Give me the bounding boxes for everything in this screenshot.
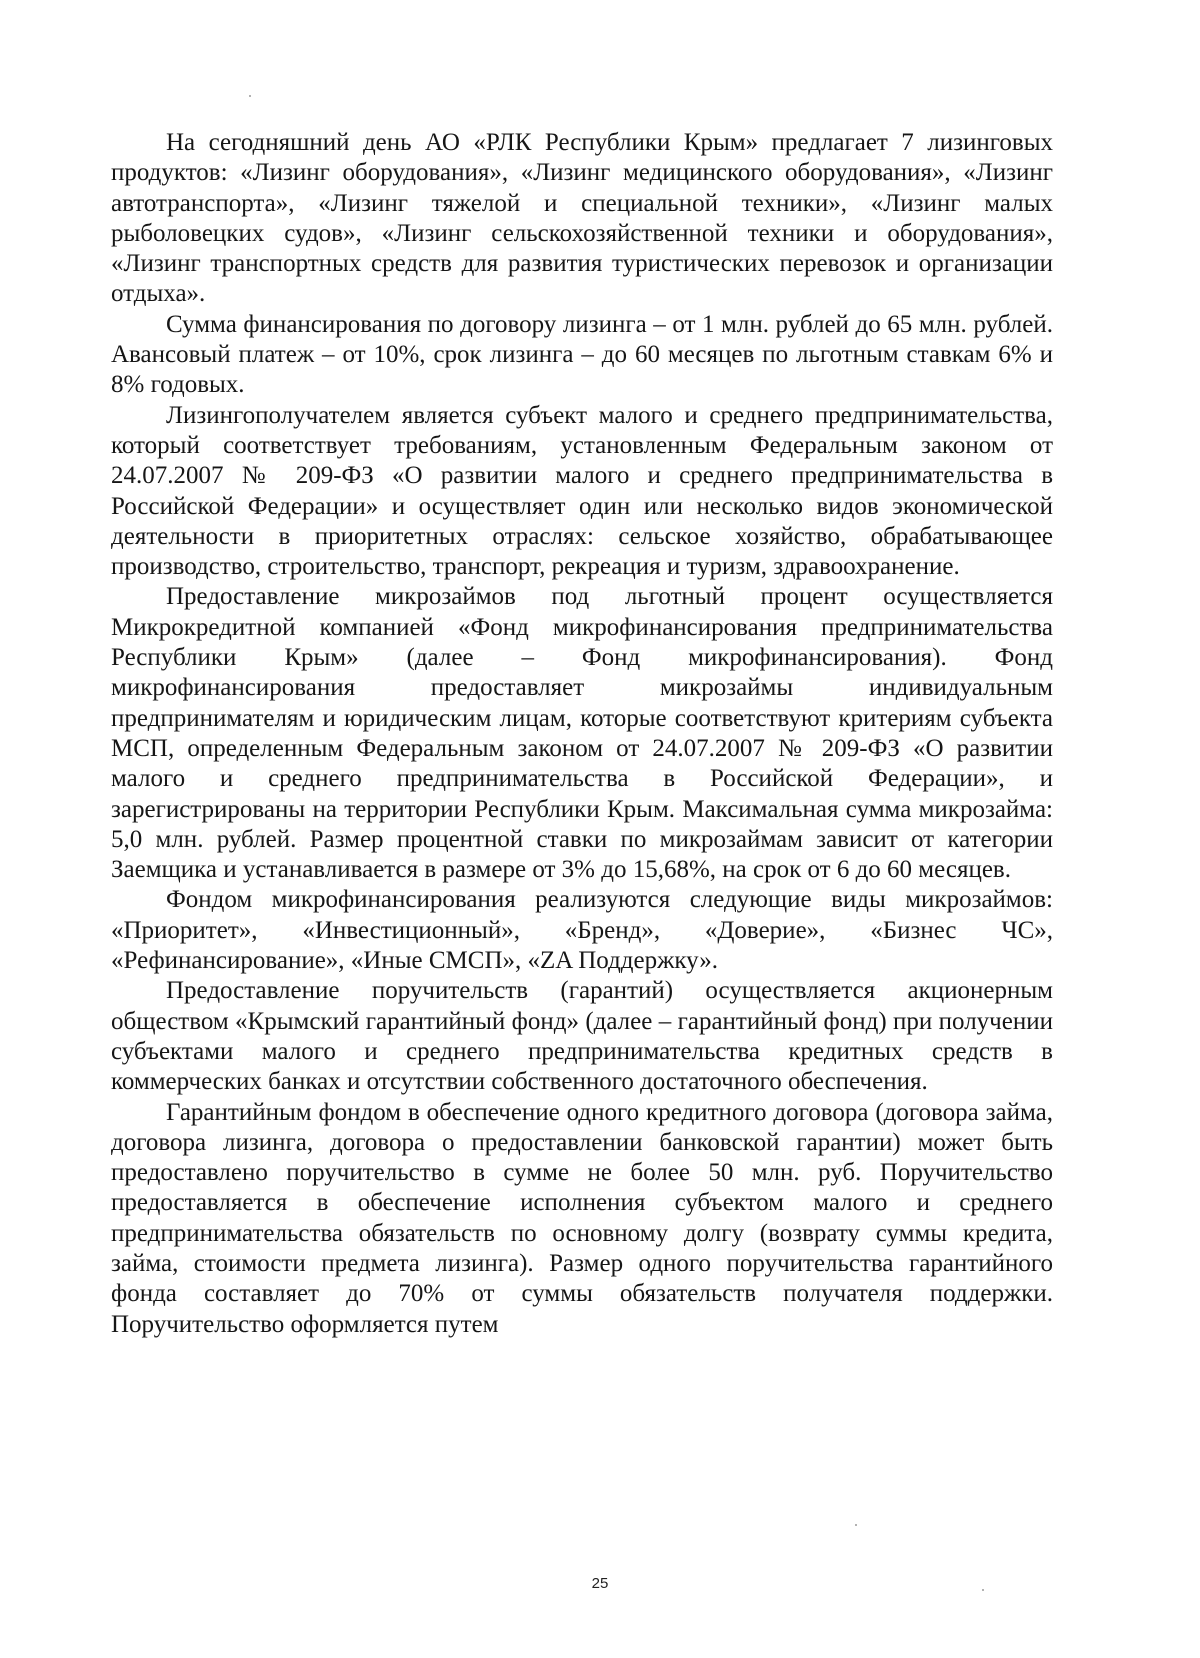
paragraph-microloan-types: Фондом микрофинансирования реализуются следующие виды микрозаймов: «Приоритет», «Инвестиционный», «Бренд», «Доверие», «Бизнес ЧС», «Рефинансирование», «Иные СМСП», «ZA Поддержку». (111, 886, 1053, 975)
paragraph-guarantees: Предоставление поручительств (гарантий) осуществляется акционерным обществом «Крымский гарантийный фонд» (далее – гарантийный фонд) при получении субъектами малого и среднего предпринимательства кредитных средств в коммерческих банках и отсутствии собственного достаточного обеспечения. (111, 977, 1053, 1096)
document-body (111, 128, 1053, 1340)
paragraph-leasing-products: На сегодняшний день АО «РЛК Республики Крым» предлагает 7 лизинговых продуктов: «Лизинг оборудования», «Лизинг медицинского оборудования», «Лизинг автотранспорта», «Лизинг тяжелой и специальной техники», «Лизинг малых рыболовецких судов», «Лизинг сельскохозяйственной техники и оборудования», «Лизинг транспортных средств для развития туристических перевозок и организации отдыха». (111, 129, 1053, 308)
scan-speck (249, 95, 251, 97)
paragraph-microloans: Предоставление микрозаймов под льготный процент осуществляется Микрокредитной компанией «Фонд микрофинансирования предпринимательства Республики Крым» (далее – Фонд микрофинансирования). Фонд микрофинансирования предоставляет микрозаймы индивидуальным предпринимателям и юридическим лицам, которые соответствуют критериям субъекта МСП, определенным Федеральным законом от 24.07.2007 № 209-ФЗ «О развитии малого и среднего предпринимательства в Российской Федерации», и зарегистрированы на территории Республики Крым. Максимальная сумма микрозайма: 5,0 млн. рублей. Размер процентной ставки по микрозаймам зависит от категории Заемщика и устанавливается в размере от 3% до 15,68%, на срок от 6 до 60 месяцев. (111, 583, 1053, 884)
scan-speck (855, 1524, 857, 1526)
paragraph-lessee: Лизингополучателем является субъект малого и среднего предпринимательства, который соответствует требованиям, установленным Федеральным законом от 24.07.2007 № 209-ФЗ «О развитии малого и среднего предпринимательства в Российской Федерации» и осуществляет один или несколько видов экономической деятельности в приоритетных отраслях: сельское хозяйство, обрабатывающее производство, строительство, транспорт, рекреация и туризм, здравоохранение. (111, 401, 1053, 581)
page-number: 25 (591, 1575, 609, 1592)
paragraph-financing-amount: Сумма финансирования по договору лизинга – от 1 млн. рублей до 65 млн. рублей. Авансовый платеж – от 10%, срок лизинга – до 60 месяцев по льготным ставкам 6% и 8% годовых. (111, 310, 1053, 399)
paragraph-guarantee-terms: Гарантийным фондом в обеспечение одного кредитного договора (договора займа, договора лизинга, договора о предоставлении банковской гарантии) может быть предоставлено поручительство в сумме не более 50 млн. руб. Поручительство предоставляется в обеспечение исполнения субъектом малого и среднего предпринимательства обязательств по основному долгу (возврату суммы кредита, займа, стоимости предмета лизинга). Размер одного поручительства гарантийного фонда составляет до 70% от суммы обязательств получателя поддержки. Поручительство оформляется путем (111, 1098, 1053, 1338)
